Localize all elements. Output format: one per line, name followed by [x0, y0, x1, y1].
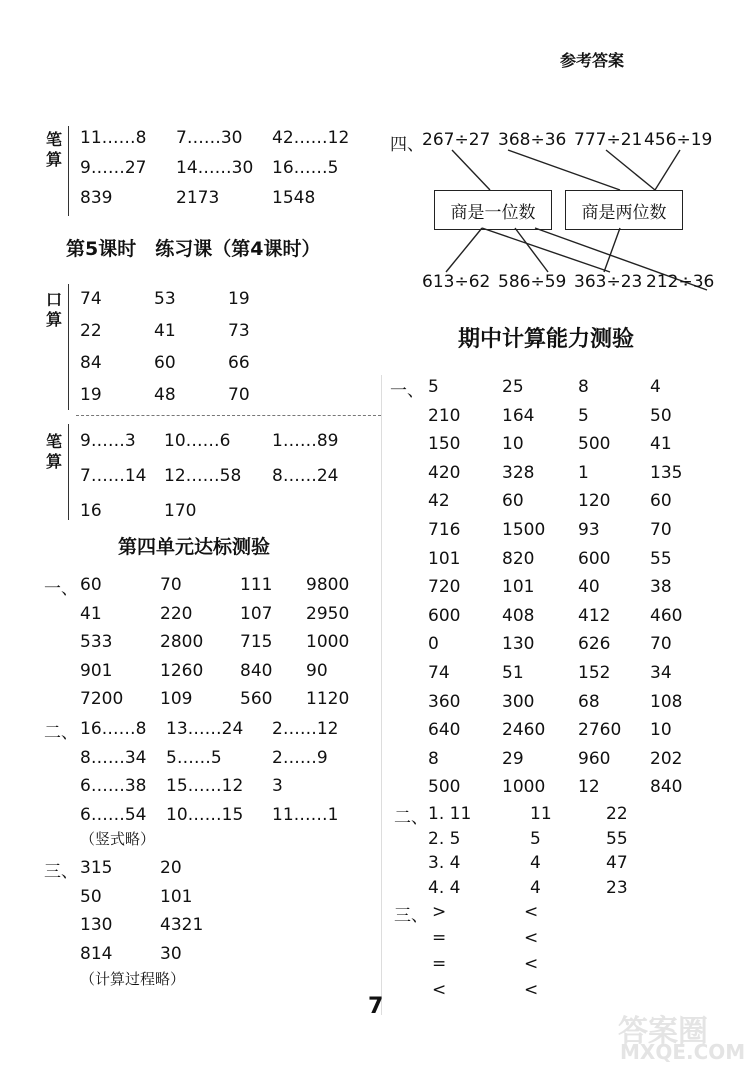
answer-cell: 30 — [160, 943, 182, 964]
answer-cell: 5 — [530, 828, 541, 849]
answer-cell: 7……14 — [80, 466, 147, 486]
lesson-5-title: 第5课时 练习课（第4课时） — [66, 238, 321, 260]
answer-cell: 8 — [578, 377, 589, 397]
answer-cell: < — [524, 902, 539, 922]
answer-cell: 22 — [606, 804, 628, 824]
answer-cell: 73 — [228, 321, 250, 341]
answer-cell: 7……30 — [176, 128, 243, 148]
answer-cell: 720 — [428, 577, 461, 598]
answer-cell: 10……6 — [164, 431, 231, 451]
answer-cell: 60 — [80, 575, 102, 595]
page-header-title: 参考答案 — [560, 51, 625, 70]
watermark-logo: 答案圈 — [618, 1014, 708, 1049]
answer-cell: 2950 — [306, 603, 350, 624]
connector-line — [508, 150, 620, 190]
answer-cell: 4 — [530, 853, 541, 873]
division-expression: 267÷27 — [422, 130, 491, 150]
answer-cell: 5……5 — [166, 747, 222, 768]
answer-cell: 20 — [160, 858, 182, 878]
answer-cell: 6……38 — [80, 776, 147, 796]
answer-cell: 202 — [650, 748, 683, 769]
answer-cell: > — [432, 902, 447, 922]
answer-cell: 1. 11 — [428, 804, 472, 824]
answer-cell: 960 — [578, 748, 611, 769]
answer-cell: 3 — [272, 776, 283, 796]
connector-line — [515, 228, 548, 272]
answer-cell: 170 — [164, 501, 197, 521]
answer-cell: 840 — [650, 777, 683, 798]
side-char: 口 — [46, 290, 63, 309]
answer-cell: 152 — [578, 663, 611, 683]
answer-cell: 11……1 — [272, 804, 339, 825]
answer-cell: 1 — [578, 462, 589, 483]
answer-cell: 41 — [154, 321, 176, 341]
answer-cell: 16……5 — [272, 158, 339, 178]
q3-note: （计算过程略） — [80, 970, 186, 988]
answer-cell: 14……30 — [176, 158, 254, 178]
answer-cell: 55 — [650, 548, 672, 569]
answer-cell: 60 — [154, 353, 176, 373]
answer-cell: 16 — [80, 501, 102, 521]
answer-cell: 1120 — [306, 689, 350, 709]
answer-cell: 716 — [428, 520, 461, 540]
answer-cell: < — [432, 980, 447, 1000]
answer-cell: 10……15 — [166, 804, 244, 825]
answer-cell: 4321 — [160, 915, 204, 935]
box-two-digit-quotient: 商是两位数 — [565, 190, 683, 230]
answer-cell: 901 — [80, 660, 113, 681]
answer-cell: 15……12 — [166, 776, 244, 796]
answer-cell: 41 — [80, 603, 102, 624]
division-expression: 586÷59 — [498, 272, 567, 292]
connector-line — [606, 150, 655, 190]
answer-cell: 10 — [650, 720, 672, 741]
q2-label: 二、 — [44, 723, 78, 743]
division-expression: 456÷19 — [644, 130, 713, 150]
unit-4-title: 第四单元达标测验 — [118, 536, 271, 558]
side-char: 笔 — [46, 432, 63, 451]
answer-cell: 9……3 — [80, 431, 136, 451]
answer-cell: 90 — [306, 660, 328, 681]
answer-cell: 50 — [650, 405, 672, 426]
connector-line — [482, 228, 610, 272]
connector-line — [446, 228, 482, 272]
answer-cell: 9800 — [306, 575, 350, 595]
answer-cell: 5 — [428, 377, 439, 397]
answer-cell: 2. 5 — [428, 828, 461, 849]
division-expression: 613÷62 — [422, 272, 491, 292]
answer-cell: 3. 4 — [428, 853, 461, 873]
answer-cell: 25 — [502, 377, 524, 397]
answer-cell: 4 — [650, 377, 661, 397]
answer-cell: 47 — [606, 853, 628, 873]
answer-cell: 19 — [228, 289, 250, 309]
m3-label: 三、 — [394, 906, 428, 926]
answer-cell: 40 — [578, 577, 600, 598]
answer-cell: < — [524, 954, 539, 974]
answer-cell: 412 — [578, 605, 611, 626]
answer-cell: 2173 — [176, 188, 220, 208]
q1-label: 一、 — [44, 579, 78, 599]
answer-cell: 300 — [502, 691, 535, 712]
answer-cell: 101 — [428, 548, 461, 569]
answer-cell: 2760 — [578, 720, 622, 741]
connector-line — [452, 150, 490, 190]
answer-cell: 600 — [578, 548, 611, 569]
answer-cell: 460 — [650, 605, 683, 626]
answer-cell: 48 — [154, 385, 176, 405]
q2-note: （竖式略） — [80, 830, 156, 848]
division-expression: 212÷36 — [646, 272, 715, 292]
answer-cell: 9……27 — [80, 158, 147, 178]
answer-cell: 107 — [240, 603, 273, 624]
side-char: 笔 — [46, 130, 63, 149]
answer-cell: 16……8 — [80, 719, 147, 739]
m1-label: 一、 — [390, 381, 424, 401]
answer-cell: 500 — [428, 777, 461, 798]
answer-cell: 68 — [578, 691, 600, 712]
answer-cell: 11……8 — [80, 128, 147, 148]
answer-cell: 70 — [160, 575, 182, 595]
answer-cell: 41 — [650, 434, 672, 455]
division-expression: 363÷23 — [574, 272, 643, 292]
answer-cell: 1500 — [502, 520, 546, 540]
answer-cell: 500 — [578, 434, 611, 455]
answer-cell: 1000 — [306, 632, 350, 652]
answer-cell: 120 — [578, 491, 611, 512]
answer-cell: 66 — [228, 353, 250, 373]
answer-cell: 4 — [530, 877, 541, 898]
answer-cell: 53 — [154, 289, 176, 309]
answer-cell: 70 — [228, 385, 250, 405]
answer-cell: 84 — [80, 353, 102, 373]
answer-cell: 135 — [650, 462, 683, 483]
answer-cell: 408 — [502, 605, 535, 626]
answer-cell: 50 — [80, 886, 102, 907]
answer-cell: 315 — [80, 858, 113, 878]
watermark-url: MXQE.COM — [620, 1040, 746, 1064]
answer-cell: 42……12 — [272, 128, 350, 148]
answer-cell: 23 — [606, 877, 628, 898]
answer-cell: 1……89 — [272, 431, 339, 451]
answer-cell: 108 — [650, 691, 683, 712]
answer-cell: 101 — [160, 886, 193, 907]
answer-cell: 93 — [578, 520, 600, 540]
answer-cell: 4. 4 — [428, 877, 461, 898]
answer-cell: 13……24 — [166, 719, 244, 739]
m2-label: 二、 — [394, 808, 428, 828]
page-number: 7 — [368, 994, 384, 1019]
answer-cell: 220 — [160, 603, 193, 624]
answer-cell: 5 — [578, 405, 589, 426]
answer-cell: 8……34 — [80, 747, 147, 768]
answer-cell: 1000 — [502, 777, 546, 798]
answer-cell: 34 — [650, 663, 672, 683]
answer-cell: 840 — [240, 660, 273, 681]
answer-cell: 360 — [428, 691, 461, 712]
division-expression: 777÷21 — [574, 130, 643, 150]
answer-cell: 839 — [80, 188, 113, 208]
answer-cell: 130 — [80, 915, 113, 935]
answer-cell: 533 — [80, 632, 113, 652]
answer-cell: 29 — [502, 748, 524, 769]
answer-cell: 640 — [428, 720, 461, 741]
midterm-title: 期中计算能力测验 — [458, 327, 635, 352]
answer-cell: 70 — [650, 634, 672, 655]
answer-cell: 7200 — [80, 689, 124, 709]
side-char: 算 — [46, 452, 63, 471]
answer-cell: 8 — [428, 748, 439, 769]
answer-cell: 328 — [502, 462, 535, 483]
answer-cell: 11 — [530, 804, 552, 824]
answer-cell: 74 — [80, 289, 102, 309]
answer-cell: 130 — [502, 634, 535, 655]
answer-cell: 715 — [240, 632, 273, 652]
answer-cell: 74 — [428, 663, 450, 683]
answer-cell: 51 — [502, 663, 524, 683]
q4-label: 四、 — [390, 135, 424, 155]
side-char: 算 — [46, 150, 63, 169]
answer-cell: 12……58 — [164, 466, 242, 486]
answer-cell: 10 — [502, 434, 524, 455]
answer-cell: = — [432, 954, 447, 974]
answer-cell: 210 — [428, 405, 461, 426]
answer-cell: 70 — [650, 520, 672, 540]
answer-cell: 111 — [240, 575, 273, 595]
answer-cell: 2800 — [160, 632, 204, 652]
answer-cell: 8……24 — [272, 466, 339, 486]
answer-cell: 814 — [80, 943, 113, 964]
answer-cell: 60 — [650, 491, 672, 512]
answer-cell: < — [524, 928, 539, 948]
answer-cell: 1260 — [160, 660, 204, 681]
answer-cell: 1548 — [272, 188, 316, 208]
box-one-digit-quotient: 商是一位数 — [434, 190, 552, 230]
answer-cell: 22 — [80, 321, 102, 341]
answer-cell: 12 — [578, 777, 600, 798]
answer-cell: < — [524, 980, 539, 1000]
answer-cell: 38 — [650, 577, 672, 598]
answer-cell: 626 — [578, 634, 611, 655]
q3-label: 三、 — [44, 862, 78, 882]
side-char: 算 — [46, 310, 63, 329]
answer-cell: = — [432, 928, 447, 948]
answer-cell: 19 — [80, 385, 102, 405]
answer-cell: 420 — [428, 462, 461, 483]
answer-cell: 101 — [502, 577, 535, 598]
division-expression: 368÷36 — [498, 130, 567, 150]
answer-cell: 6……54 — [80, 804, 147, 825]
answer-cell: 820 — [502, 548, 535, 569]
answer-cell: 164 — [502, 405, 535, 426]
connector-line — [604, 228, 620, 272]
answer-cell: 42 — [428, 491, 450, 512]
answer-cell: 600 — [428, 605, 461, 626]
answer-cell: 150 — [428, 434, 461, 455]
answer-cell: 0 — [428, 634, 439, 655]
answer-cell: 109 — [160, 689, 193, 709]
answer-cell: 55 — [606, 828, 628, 849]
answer-cell: 560 — [240, 689, 273, 709]
answer-cell: 2……9 — [272, 747, 328, 768]
answer-cell: 2460 — [502, 720, 546, 741]
answer-cell: 2……12 — [272, 719, 339, 739]
connector-line — [655, 150, 680, 190]
answer-cell: 60 — [502, 491, 524, 512]
